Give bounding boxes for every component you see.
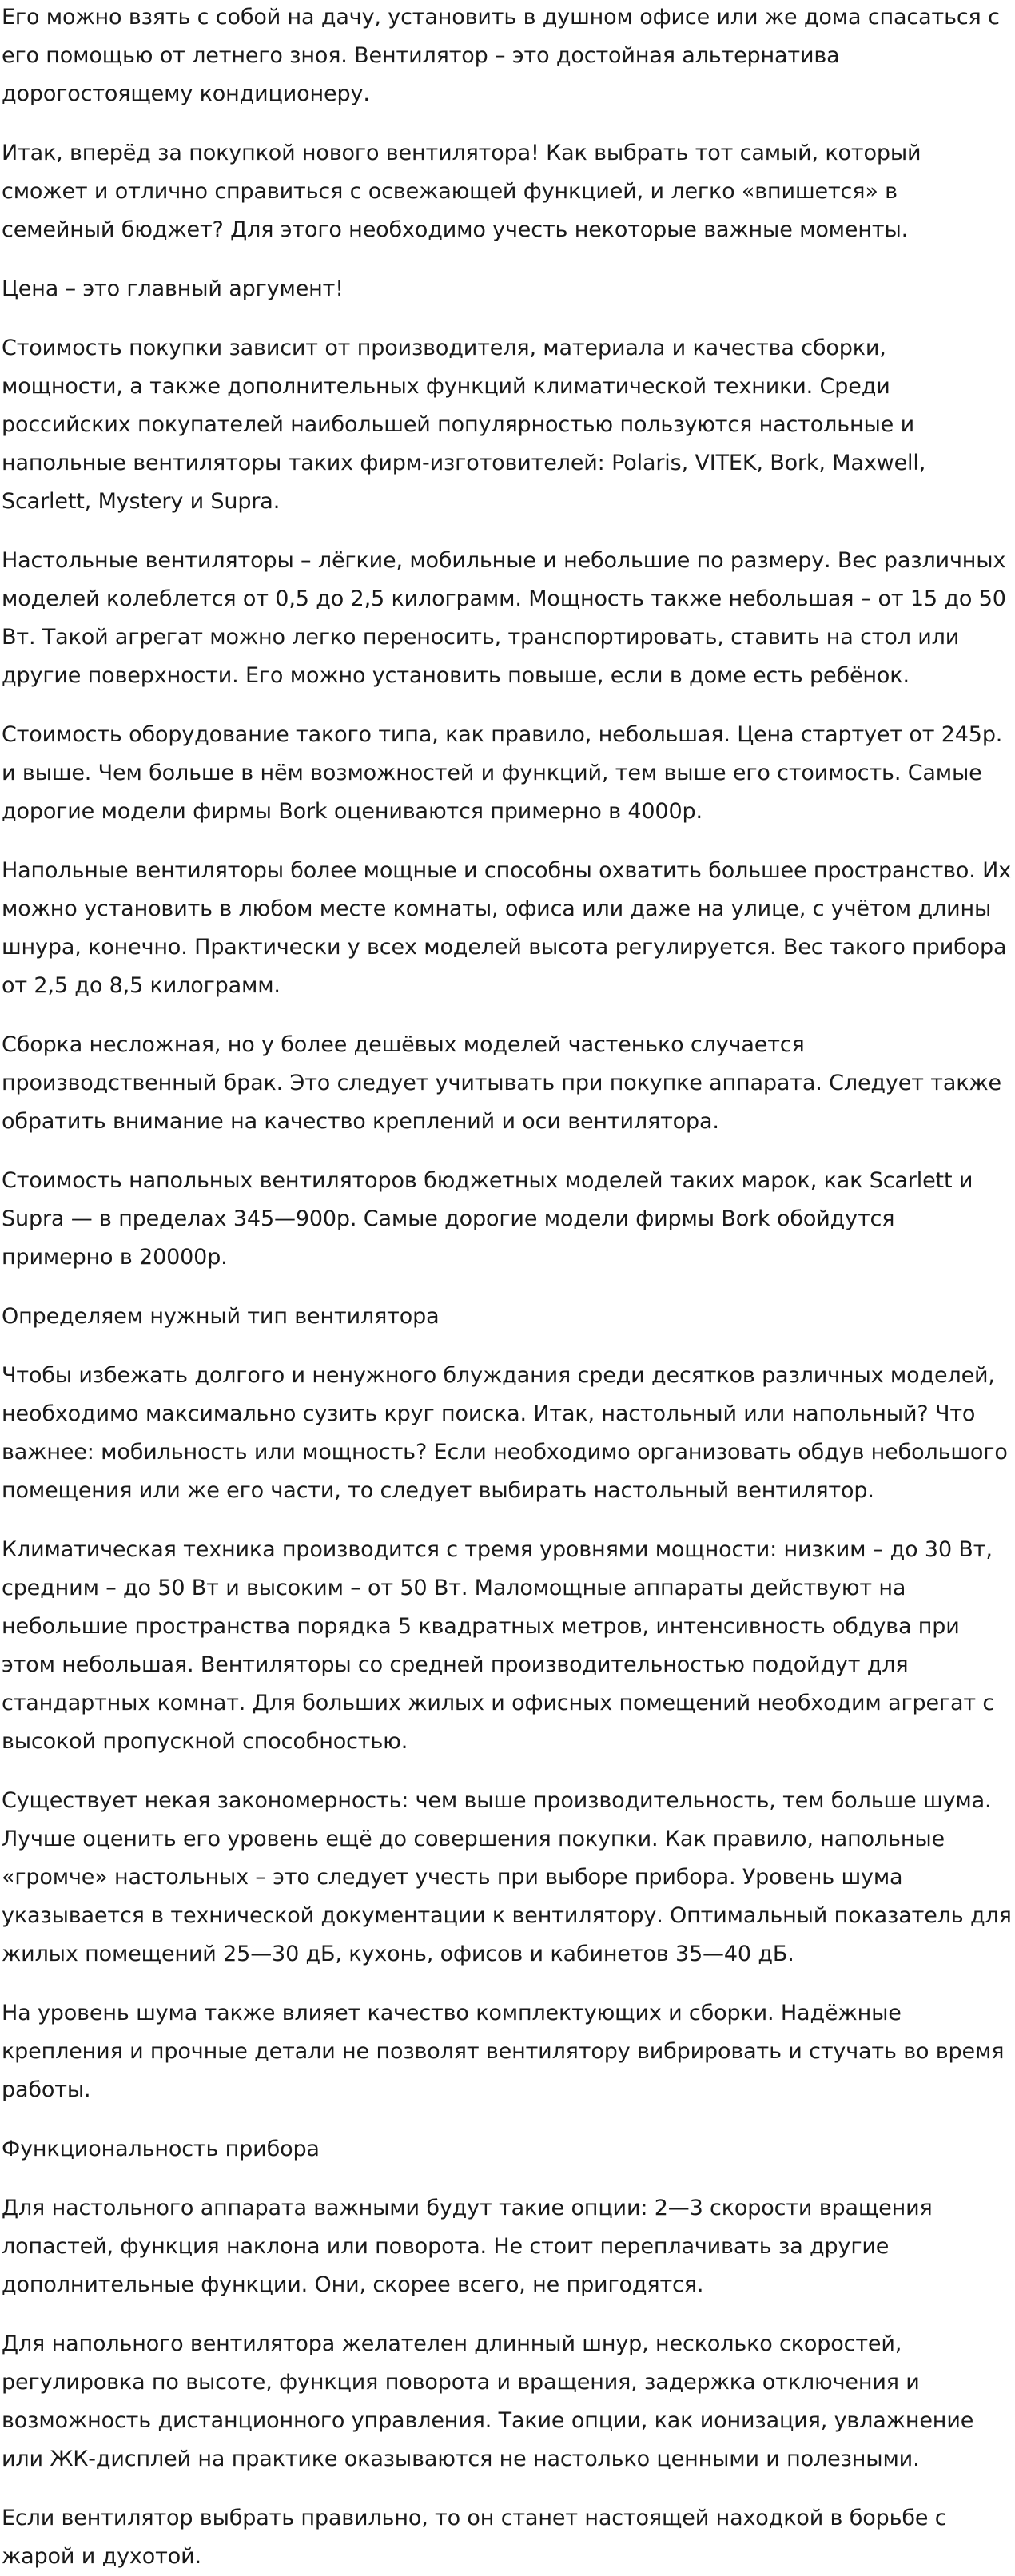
paragraph-noise-quality: На уровень шума также влияет качество комплектующих и сборки. Надёжные крепления и прочные детали не позволят вентилятору вибрировать и стучать во время работы. [2,2001,1005,2102]
paragraph-table-fan-price: Стоимость оборудование такого типа, как правило, небольшая. Цена стартует от 245р. и выше. Чем больше в нём возможностей и функций, тем выше его стоимость. Самые дорогие модели фирмы Bork оцениваются примерно в 4000р. [2,722,1003,824]
paragraph-floor-fan-price: Стоимость напольных вентиляторов бюджетных моделей таких марок, как Scarlett и Supra — в пределах 345—900р. Самые дорогие модели фирмы Bork обойдутся примерно в 20000р. [2,1168,973,1270]
paragraph-floor-fans: Напольные вентиляторы более мощные и способны охватить большее пространство. Их можно установить в любом месте комнаты, офиса или даже на улице, с учётом длины шнура, конечно. Практически у всех моделей высота регулируется. Вес такого прибора от 2,5 до 8,5 килограмм. [2,858,1012,998]
paragraph-intro: Его можно взять с собой на дачу, установить в душном офисе или же дома спасаться с его помощью от летнего зноя. Вентилятор – это достойная альтернатива дорогостоящему кондиционеру. [2,5,1000,106]
paragraph-power-levels: Климатическая техника производится с тремя уровнями мощности: низким – до 30 Вт, средним – до 50 Вт и высоким – от 50 Вт. Маломощные аппараты действуют на небольшие пространства порядка 5 квадратных метров, интенсивность обдува при этом небольшая. Вентиляторы со средней производительностью подойдут для стандартных комнат. Для больших жилых и офисных помещений необходим агрегат с высокой пропускной способностью. [2,1537,995,1754]
paragraph-narrow-search: Чтобы избежать долгого и ненужного блуждания среди десятков различных моделей, необходимо максимально сузить круг поиска. Итак, настольный или напольный? Что важнее: мобильность или мощность? Если необходимо организовать обдув небольшого помещения или же его части, то следует выбирать настольный вентилятор. [2,1363,1008,1503]
paragraph-floor-fan-options: Для напольного вентилятора желателен длинный шнур, несколько скоростей, регулировка по высоте, функция поворота и вращения, задержка отключения и возможность дистанционного управления. Такие опции, как ионизация, увлажнение или ЖК-дисплей на практике оказываются не настолько ценными и полезными. [2,2332,974,2471]
paragraph-table-fan-options: Для настольного аппарата важными будут такие опции: 2—3 скорости вращения лопастей, функция наклона или поворота. Не стоит переплачивать за другие дополнительные функции. Они, скорее всего, не пригодятся. [2,2196,933,2297]
section-heading-functionality: Функциональность прибора [2,2137,320,2161]
section-heading-price: Цена – это главный аргумент! [2,276,344,301]
section-heading-type: Определяем нужный тип вентилятора [2,1304,440,1329]
paragraph-assembly: Сборка несложная, но у более дешёвых моделей частенько случается производственный брак. Это следует учитывать при покупке аппарата. Следует также обратить внимание на качество креплений и оси вентилятора. [2,1032,1002,1134]
paragraph-cost-factors: Стоимость покупки зависит от производителя, материала и качества сборки, мощности, а также дополнительных функций климатической техники. Среди российских покупателей наибольшей популярностью пользуются настольные и напольные вентиляторы таких фирм-изготовителей: Polaris, VITEK, Bork, Maxwell, Scarlett, Mystery и Supra. [2,336,926,514]
paragraph-purchase: Итак, вперёд за покупкой нового вентилятора! Как выбрать тот самый, который сможет и отлично справиться с освежающей функцией, и легко «впишется» в семейный бюджет? Для этого необходимо учесть некоторые важные моменты. [2,141,921,242]
paragraph-noise: Существует некая закономерность: чем выше производительность, тем больше шума. Лучше оценить его уровень ещё до совершения покупки. Как правило, напольные «громче» настольных – это следует учесть при выборе прибора. Уровень шума указывается в технической документации к вентилятору. Оптимальный показатель для жилых помещений 25—30 дБ, кухонь, офисов и кабинетов 35—40 дБ. [2,1788,1012,1966]
paragraph-conclusion: Если вентилятор выбрать правильно, то он станет настоящей находкой в борьбе с жарой и духотой. [2,2506,947,2569]
paragraph-table-fans: Настольные вентиляторы – лёгкие, мобильные и небольшие по размеру. Вес различных моделей колеблется от 0,5 до 2,5 килограмм. Мощность также небольшая – от 15 до 50 Вт. Такой агрегат можно легко переносить, транспортировать, ставить на стол или другие поверхности. Его можно установить повыше, если в доме есть ребёнок. [2,548,1006,688]
